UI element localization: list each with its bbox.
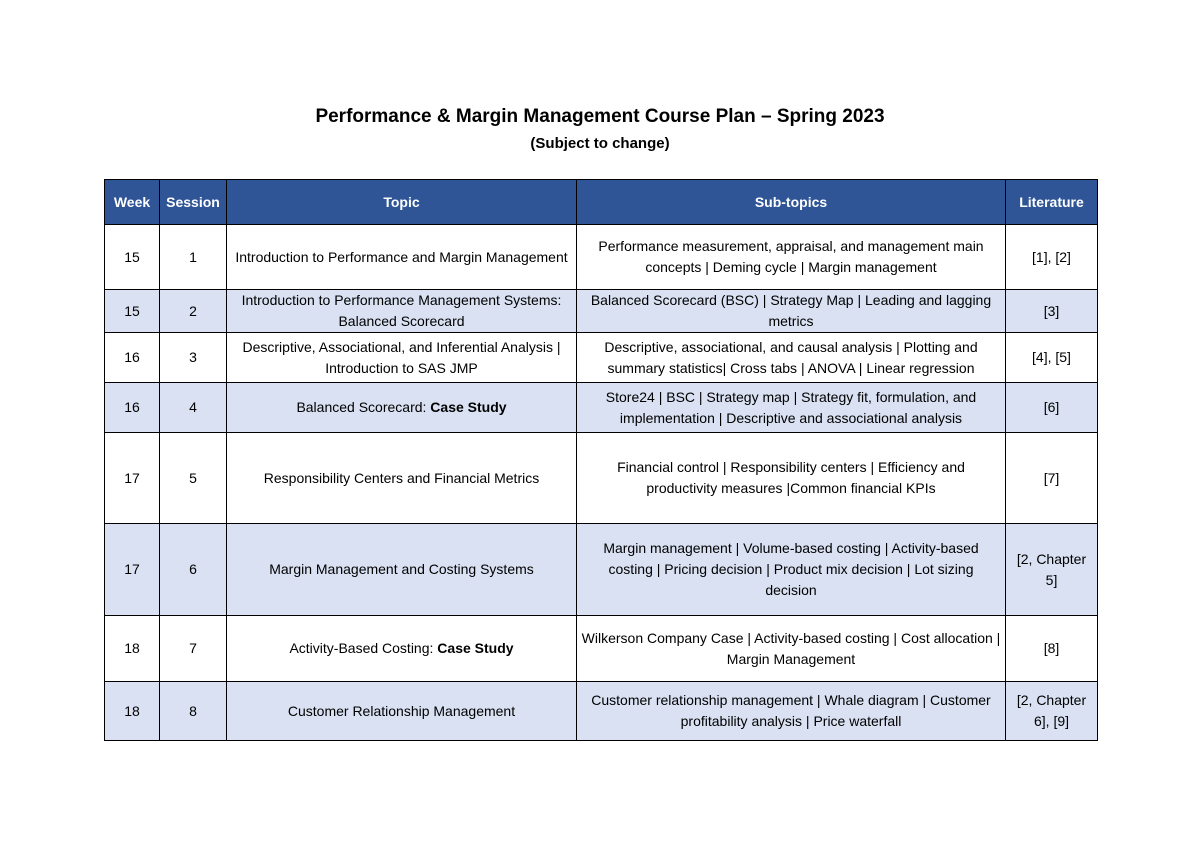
topic-cell [227, 616, 577, 682]
topic-emphasis: Case Study [437, 640, 514, 656]
topic-cell [227, 290, 577, 333]
session-cell: 8 [160, 682, 227, 741]
topic-text: Introduction to Performance Management Systems: Balanced Scorecard [241, 292, 562, 329]
session-cell: 2 [160, 290, 227, 333]
topic-cell [227, 333, 577, 383]
subtopics-cell: Balanced Scorecard (BSC) | Strategy Map | Leading and lagging metrics [577, 290, 1006, 333]
week-cell: 17 [105, 433, 160, 524]
table-row [105, 682, 1098, 741]
header-literature: Literature [1006, 180, 1098, 225]
literature-cell: [2, Chapter 5] [1006, 524, 1098, 616]
session-cell: 4 [160, 383, 227, 433]
header-week: Week [105, 180, 160, 225]
topic-cell [227, 383, 577, 433]
topic-cell [227, 524, 577, 616]
week-cell: 15 [105, 225, 160, 290]
literature-cell: [2, Chapter 6], [9] [1006, 682, 1098, 741]
week-cell: 18 [105, 616, 160, 682]
header-topic: Topic [227, 180, 577, 225]
table-header-row [105, 180, 1098, 225]
week-cell: 17 [105, 524, 160, 616]
week-cell: 16 [105, 383, 160, 433]
subtopics-cell: Margin management | Volume-based costing | Activity-based costing | Pricing decision | Product mix decision | Lot sizing decision [577, 524, 1006, 616]
literature-cell: [4], [5] [1006, 333, 1098, 383]
topic-text: Introduction to Performance and Margin Management [235, 248, 568, 265]
topic-text: Descriptive, Associational, and Inferential Analysis | Introduction to SAS JMP [242, 338, 561, 376]
subtopics-cell: Store24 | BSC | Strategy map | Strategy fit, formulation, and implementation | Descriptive and associational analysis [577, 383, 1006, 433]
topic-emphasis: Case Study [430, 399, 507, 415]
week-cell: 15 [105, 290, 160, 333]
course-plan-table [104, 179, 1098, 741]
week-cell: 16 [105, 333, 160, 383]
session-cell: 3 [160, 333, 227, 383]
page-subtitle: (Subject to change) [530, 135, 670, 152]
table-row [105, 383, 1098, 433]
topic-cell [227, 225, 577, 290]
session-cell: 6 [160, 524, 227, 616]
subtopics-cell: Descriptive, associational, and causal analysis | Plotting and summary statistics| Cross tabs | ANOVA | Linear regression [577, 333, 1006, 383]
week-cell: 18 [105, 682, 160, 741]
subtopics-cell: Customer relationship management | Whale diagram | Customer profitability analysis | Price waterfall [577, 682, 1006, 741]
topic-text: Margin Management and Costing Systems [269, 561, 534, 577]
table-row [105, 290, 1098, 333]
table-row [105, 616, 1098, 682]
topic-text: Responsibility Centers and Financial Metrics [263, 469, 540, 486]
topic-text: Customer Relationship Management [287, 702, 516, 719]
session-cell: 1 [160, 225, 227, 290]
session-cell: 7 [160, 616, 227, 682]
table-row [105, 433, 1098, 524]
topic-text: Activity-Based Costing: [289, 640, 438, 656]
header-subtopics: Sub-topics [577, 180, 1006, 225]
header-session: Session [160, 180, 227, 225]
literature-cell: [1], [2] [1006, 225, 1098, 290]
topic-text: Balanced Scorecard: [296, 399, 431, 415]
table-row [105, 225, 1098, 290]
table-row [105, 524, 1098, 616]
page-title: Performance & Margin Management Course Plan – Spring 2023 [315, 106, 885, 127]
literature-cell: [6] [1006, 383, 1098, 433]
topic-cell [227, 682, 577, 741]
literature-cell: [8] [1006, 616, 1098, 682]
literature-cell: [3] [1006, 290, 1098, 333]
subtopics-cell: Wilkerson Company Case | Activity-based costing | Cost allocation | Margin Management [577, 616, 1006, 682]
session-cell: 5 [160, 433, 227, 524]
subtopics-cell: Performance measurement, appraisal, and management main concepts | Deming cycle | Margin management [577, 225, 1006, 290]
topic-cell [227, 433, 577, 524]
subtopics-cell: Financial control | Responsibility centers | Efficiency and productivity measures |Common financial KPIs [577, 433, 1006, 524]
literature-cell: [7] [1006, 433, 1098, 524]
table-row [105, 333, 1098, 383]
